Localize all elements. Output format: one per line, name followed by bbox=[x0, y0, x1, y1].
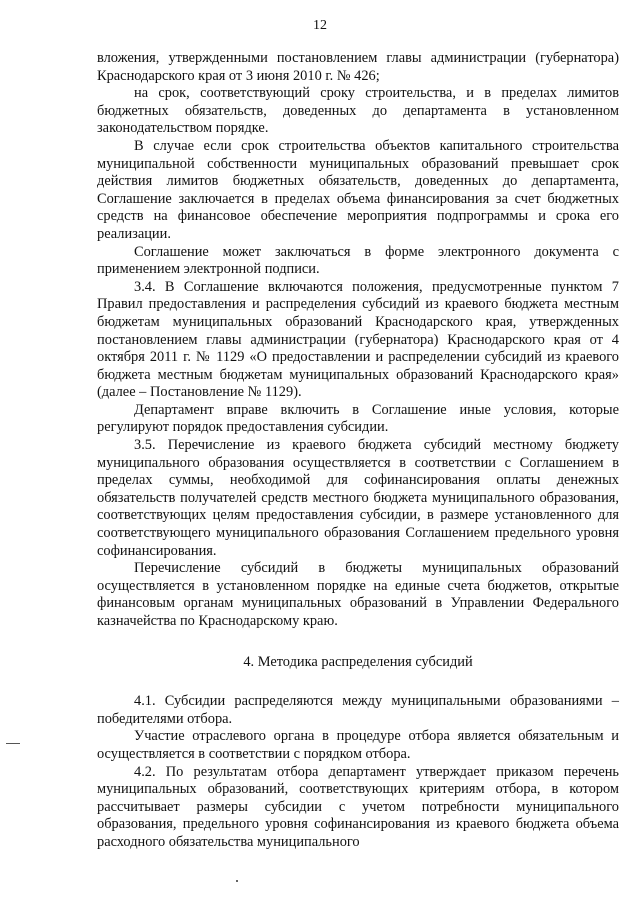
paragraph-participation: Участие отраслевого органа в процедуре отбора является обязательным и осуществляется в соответствии с порядком отбора. bbox=[97, 728, 619, 762]
paragraph-construction-term: В случае если срок строительства объектов капитального строительства муниципальной собственности муниципальных образований превышает срок действия лимитов бюджетных обязательств, доведенных до департамента, Соглашение заключается в пределах объема финансирования за счет бюджетных средств на финансовое обеспечение мероприятия подпрограммы и срока его реализации. bbox=[97, 137, 619, 242]
paragraph-additional-conditions: Департамент вправе включить в Соглашение иные условия, которые регулируют порядок предоставления субсидии. bbox=[97, 401, 619, 436]
paragraph-transfer: Перечисление субсидий в бюджеты муниципальных образований осуществляется в установленном порядке на единые счета бюджетов, открытые финансовым органам муниципальных образований в Управлении Федерального казначейства по Краснодарскому краю. bbox=[97, 560, 619, 629]
paragraph-3-4: 3.4. В Соглашение включаются положения, предусмотренные пунктом 7 Правил предоставления и распределения субсидий из краевого бюджета местным бюджетам муниципальных образований Краснодарского края, утвержденных постановлением главы администрации (губернатора) Краснодарского края от 4 октября 2011 г. № 1129 «О предоставлении и распределении субсидий из краевого бюджета местным бюджетам муниципальных образований Краснодарского края» (далее – Постановление № 1129). bbox=[97, 278, 619, 401]
paragraph-term: на срок, соответствующий сроку строительства, и в пределах лимитов бюджетных обязательств, доведенных до департамента в установленном законодательством порядке. bbox=[97, 85, 619, 137]
page-number: 12 bbox=[313, 18, 327, 33]
scan-speck bbox=[236, 880, 238, 882]
section-heading: 4. Методика распределения субсидий bbox=[243, 653, 473, 670]
paragraph-electronic-form: Соглашение может заключаться в форме электронного документа с применением электронной подписи. bbox=[97, 243, 619, 278]
paragraph-3-5: 3.5. Перечисление из краевого бюджета субсидий местному бюджету муниципального образования осуществляется в соответствии с Соглашением в пределах суммы, необходимой для софинансирования оплаты денежных обязательств получателей средств местного бюджета муниципального образования, соответствующих целям предоставления субсидии, в размере установленного для соответствующего муниципального образования Соглашением предельного уровня софинансирования. bbox=[97, 437, 619, 559]
paragraph-4-1: 4.1. Субсидии распределяются между муниципальными образованиями – победителями отбора. bbox=[97, 693, 619, 727]
document-body bbox=[97, 50, 619, 852]
margin-mark bbox=[6, 743, 20, 744]
paragraph-4-2: 4.2. По результатам отбора департамент утверждает приказом перечень муниципальных образований, соответствующих критериям отбора, в котором рассчитывает размеры субсидии с учетом потребности муниципального образования, предельного уровня софинансирования из краевого бюджета объема расходного обязательства муниципального bbox=[97, 763, 619, 850]
paragraph-continuation: вложения, утвержденными постановлением главы администрации (губернатора) Краснодарского края от 3 июня 2010 г. № 426; bbox=[97, 50, 619, 84]
